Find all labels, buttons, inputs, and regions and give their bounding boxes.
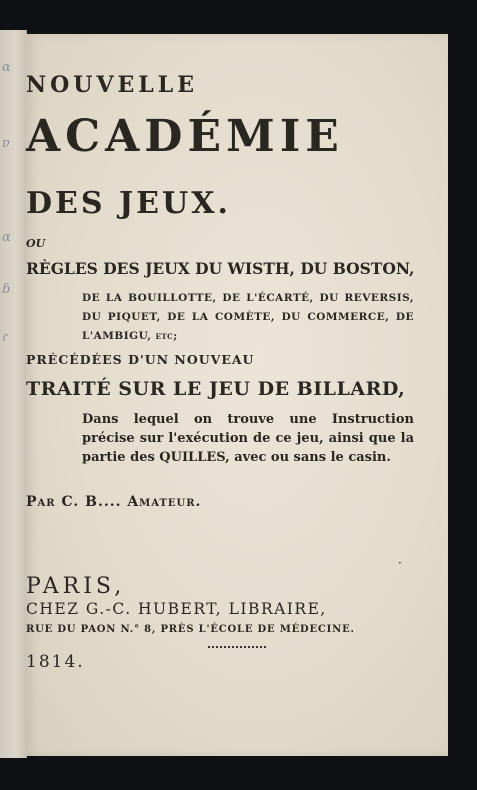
author-line: Par C. B.... Amateur. xyxy=(26,494,202,510)
previous-leaf-edge xyxy=(0,30,27,758)
decorative-rule xyxy=(208,646,266,648)
handwriting-mark: ɐ xyxy=(2,136,10,151)
imprint-year: 1814. xyxy=(26,652,85,672)
conjunction-ou: OU xyxy=(26,237,46,250)
handwriting-mark: ɓ xyxy=(2,282,11,297)
traite-billard-heading: TRAITÉ SUR LE JEU DE BILLARD, xyxy=(26,378,406,400)
imprint-publisher: CHEZ G.-C. HUBERT, LIBRAIRE, xyxy=(26,600,327,618)
title-line-des-jeux: DES JEUX. xyxy=(26,186,231,221)
description-paragraph: Dans lequel on trouve une Instruction précise sur l'exécution de ce jeu, ainsi que la partie des QUILLES, avec ou sans le casin. xyxy=(82,412,414,465)
precedees-line: PRÉCÉDÉES D'UN NOUVEAU xyxy=(26,352,255,367)
title-line-academie: ACADÉMIE xyxy=(26,111,344,162)
handwriting-mark: ɾ xyxy=(2,330,8,345)
handwriting-mark: ɑ xyxy=(2,230,11,245)
title-page xyxy=(26,34,448,756)
handwriting-mark: ɑ xyxy=(2,60,11,75)
subtitle-regles: RÈGLES DES JEUX DU WISTH, DU BOSTON, xyxy=(26,259,415,278)
imprint-address: RUE DU PAON N.° 8, PRÈS L'ÉCOLE DE MÉDECINE. xyxy=(26,624,355,635)
small-print-mark: · xyxy=(398,556,402,570)
imprint-city: PARIS, xyxy=(26,574,126,599)
games-list: DE LA BOUILLOTTE, DE L'ÉCARTÉ, DU REVERSIS, DU PIQUET, DE LA COMÈTE, DU COMMERCE, DE L'AMBIGU, etc; xyxy=(82,292,414,342)
title-line-nouvelle: NOUVELLE xyxy=(26,72,199,98)
